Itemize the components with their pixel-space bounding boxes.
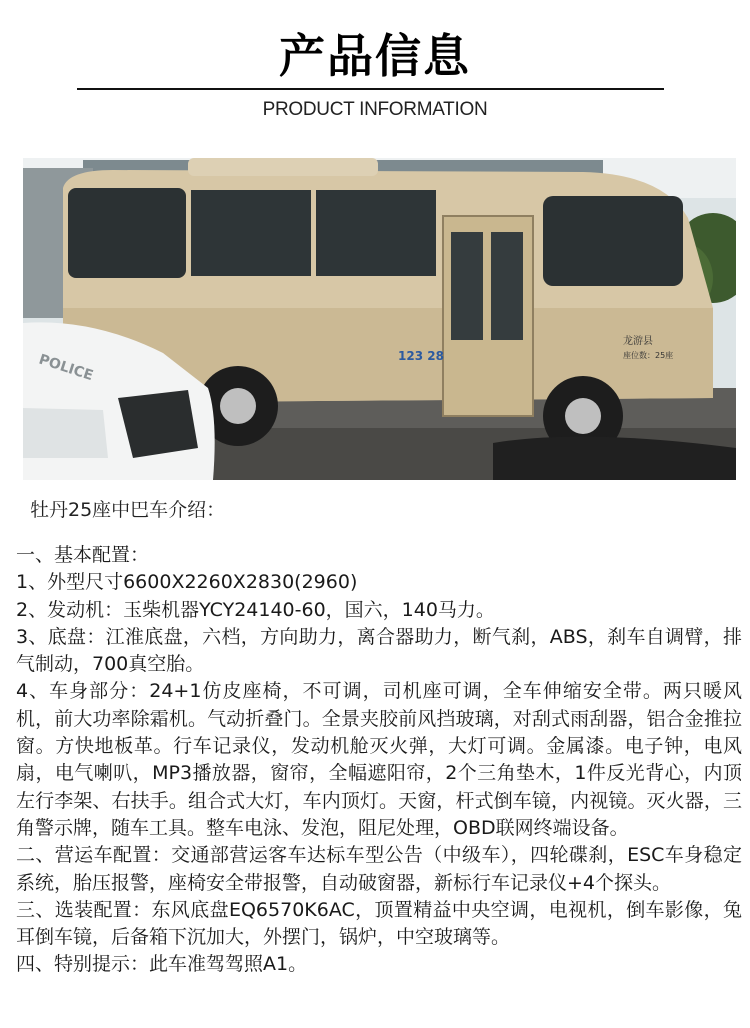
- spec-body-parts: 4、车身部分：24+1仿皮座椅，不可调，司机座可调，全车伸缩安全带。两只暖风机，前大功率除霜机。气动折叠门。全景夹胶前风挡玻璃，对刮式雨刮器，铝合金推拉窗。方快地板革。行车记录仪，发动机舱灭火弹，大灯可调。金属漆。电子钟，电风扇，电气喇叭，MP3播放器，窗帘，全幅遮阳帘，2个三角垫木，1件反光背心，内顶左行李架、右扶手。组合式大灯，车内顶灯。天窗，杆式倒车镜，内视镜。灭火器，三角警示牌，随车工具。整车电泳、发泡，阻尼处理，OBD联网终端设备。: [16, 680, 742, 839]
- page-header: [0, 0, 750, 150]
- bus-side-decal: 龙游县: [623, 336, 653, 347]
- spec-dimensions: 1、外型尺寸6600X2260X2830(2960): [16, 571, 358, 594]
- police-text: POLICE: [36, 351, 96, 385]
- bus-rear-decal: 123 28: [398, 349, 444, 363]
- product-photo: [23, 158, 736, 480]
- spec-optional: 三、选装配置：东风底盘EQ6570K6AC，顶置精益中央空调，电视机，倒车影像，兔耳倒车镜，后备箱下沉加大，外摆门，锅炉，中空玻璃等。: [16, 898, 742, 949]
- spec-chassis: 3、底盘：江淮底盘，六档，方向助力，离合器助力，断气刹，ABS，刹车自调臂，排气制动，700真空胎。: [16, 625, 742, 676]
- spec-notice: 四、特别提示：此车准驾驾照A1。: [16, 953, 308, 976]
- spec-body: [16, 542, 742, 979]
- title-divider: [77, 88, 664, 90]
- spec-operation: 二、营运车配置：交通部营运客车达标车型公告（中级车），四轮碟刹，ESC车身稳定系统，胎压报警，座椅安全带报警，自动破窗器，新标行车记录仪+4个探头。: [16, 844, 742, 894]
- page-title: 产品信息: [279, 29, 471, 83]
- seat-count-decal: 座位数：25座: [623, 351, 674, 360]
- page-subtitle: PRODUCT INFORMATION: [262, 99, 488, 120]
- intro-line: 牡丹25座中巴车介绍：: [30, 499, 226, 521]
- section-basic-heading: 一、基本配置：: [16, 544, 150, 566]
- spec-engine: 2、发动机：玉柴机器YCY24140-60，国六，140马力。: [16, 598, 495, 621]
